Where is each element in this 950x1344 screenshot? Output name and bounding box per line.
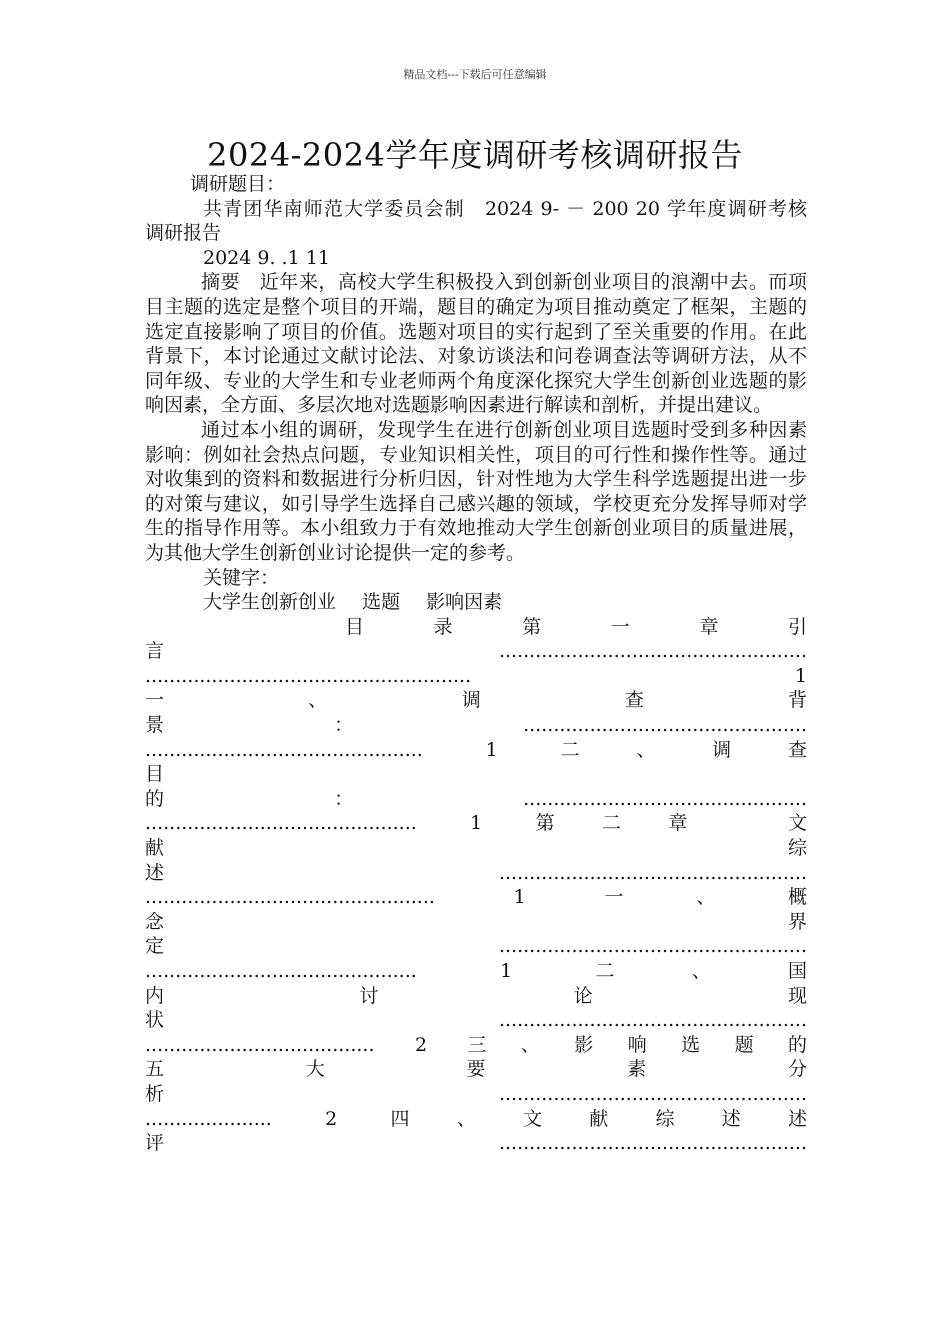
- toc-heading-char: 一: [610, 615, 630, 638]
- toc-heading-char: 录: [433, 615, 453, 638]
- keywords-line: [145, 590, 807, 615]
- toc-line: ..................... 2 四、文献综述述: [145, 1107, 807, 1130]
- page-header: 精品文档---下载后可任意编辑: [403, 68, 547, 81]
- org-line: 共青团华南师范大学委员会制 2024 9- － 200 20 学年度调研考核 调研报告: [145, 197, 827, 245]
- toc-line: 评...................................................: [145, 1132, 807, 1155]
- toc-heading: [145, 615, 807, 640]
- toc-line: .............................................. 1 二、调查: [145, 738, 807, 761]
- toc-line: 目: [145, 763, 165, 786]
- toc-line: ............................................. 1 第二章 文: [145, 812, 807, 835]
- document-body: [145, 172, 827, 1156]
- toc-line: ...................................................... 1: [145, 664, 807, 687]
- findings-paragraph: 通过本小组的调研，发现学生在进行创新创业项目选题时受到多种因素影响：例如社会热点问题，专业知识相关性，项目的可行性和操作性等。通过对收集到的资料和数据进行分析归因，针对性地为大学生科学选题提出进一步的对策与建议，如引导学生选择自己感兴趣的领域，学校更充分发挥导师对学生的指导作用等。本小组致力于有效地推动大学生创新创业项目的质量进展，为其他大学生创新创业讨论提供一定的参考。: [145, 418, 807, 564]
- toc-line: 析...................................................: [145, 1082, 807, 1105]
- document-title: 2024-2024学年度调研考核调研报告: [207, 136, 743, 174]
- toc-line: ...................................... 2 三、影响选题的: [145, 1033, 807, 1056]
- keyword: 大学生创新创业: [203, 591, 337, 614]
- toc-heading-char: 第: [522, 615, 542, 638]
- keywords-label: 关键字：: [203, 566, 280, 589]
- toc-line: 述...................................................: [145, 861, 807, 884]
- toc-lines: [145, 639, 807, 1155]
- toc-heading-char: 目: [345, 615, 365, 638]
- toc-heading-char: 引: [787, 615, 807, 638]
- toc-line: 定...................................................: [145, 935, 807, 958]
- toc-line: 一 、 调 查 背: [145, 689, 807, 712]
- keyword: 选题: [362, 591, 401, 614]
- abstract-paragraph: 摘要 近年来，高校大学生积极投入到创新创业项目的浪潮中去。而项目主题的选定是整个项目的开端，题目的确定为项目推动奠定了框架，主题的选定直接影响了项目的价值。选题对项目的实行起到了至关重要的作用。在此背景下，本讨论通过文献讨论法、对象访谈法和问卷调查法等调研方法，从不同年级、专业的大学生和专业老师两个角度深化探究大学生创新创业选题的影响因素，全方面、多层次地对选题影响因素进行解读和剖析，并提出建议。: [145, 271, 807, 417]
- keyword: 影响因素: [426, 591, 503, 614]
- toc-line: 的：...............................................: [145, 787, 807, 810]
- table-of-contents: [145, 615, 807, 1156]
- date-line: 2024 9. .1 11: [203, 246, 330, 269]
- topic-label: 调研题目：: [190, 173, 286, 195]
- toc-line: 献 综: [145, 837, 807, 860]
- toc-line: ................................................ 1 一、概: [145, 886, 807, 909]
- toc-line: 言...................................................: [145, 640, 807, 663]
- toc-line: 念 界: [145, 910, 807, 933]
- toc-line: 状...................................................: [145, 1009, 807, 1032]
- toc-line: 五 大 要 素 分: [145, 1058, 807, 1081]
- toc-line: 景：...............................................: [145, 714, 807, 737]
- toc-heading-char: 章: [699, 615, 719, 638]
- toc-line: 内 讨 论 现: [145, 984, 807, 1007]
- toc-line: ............................................. 1 二、国: [145, 960, 807, 982]
